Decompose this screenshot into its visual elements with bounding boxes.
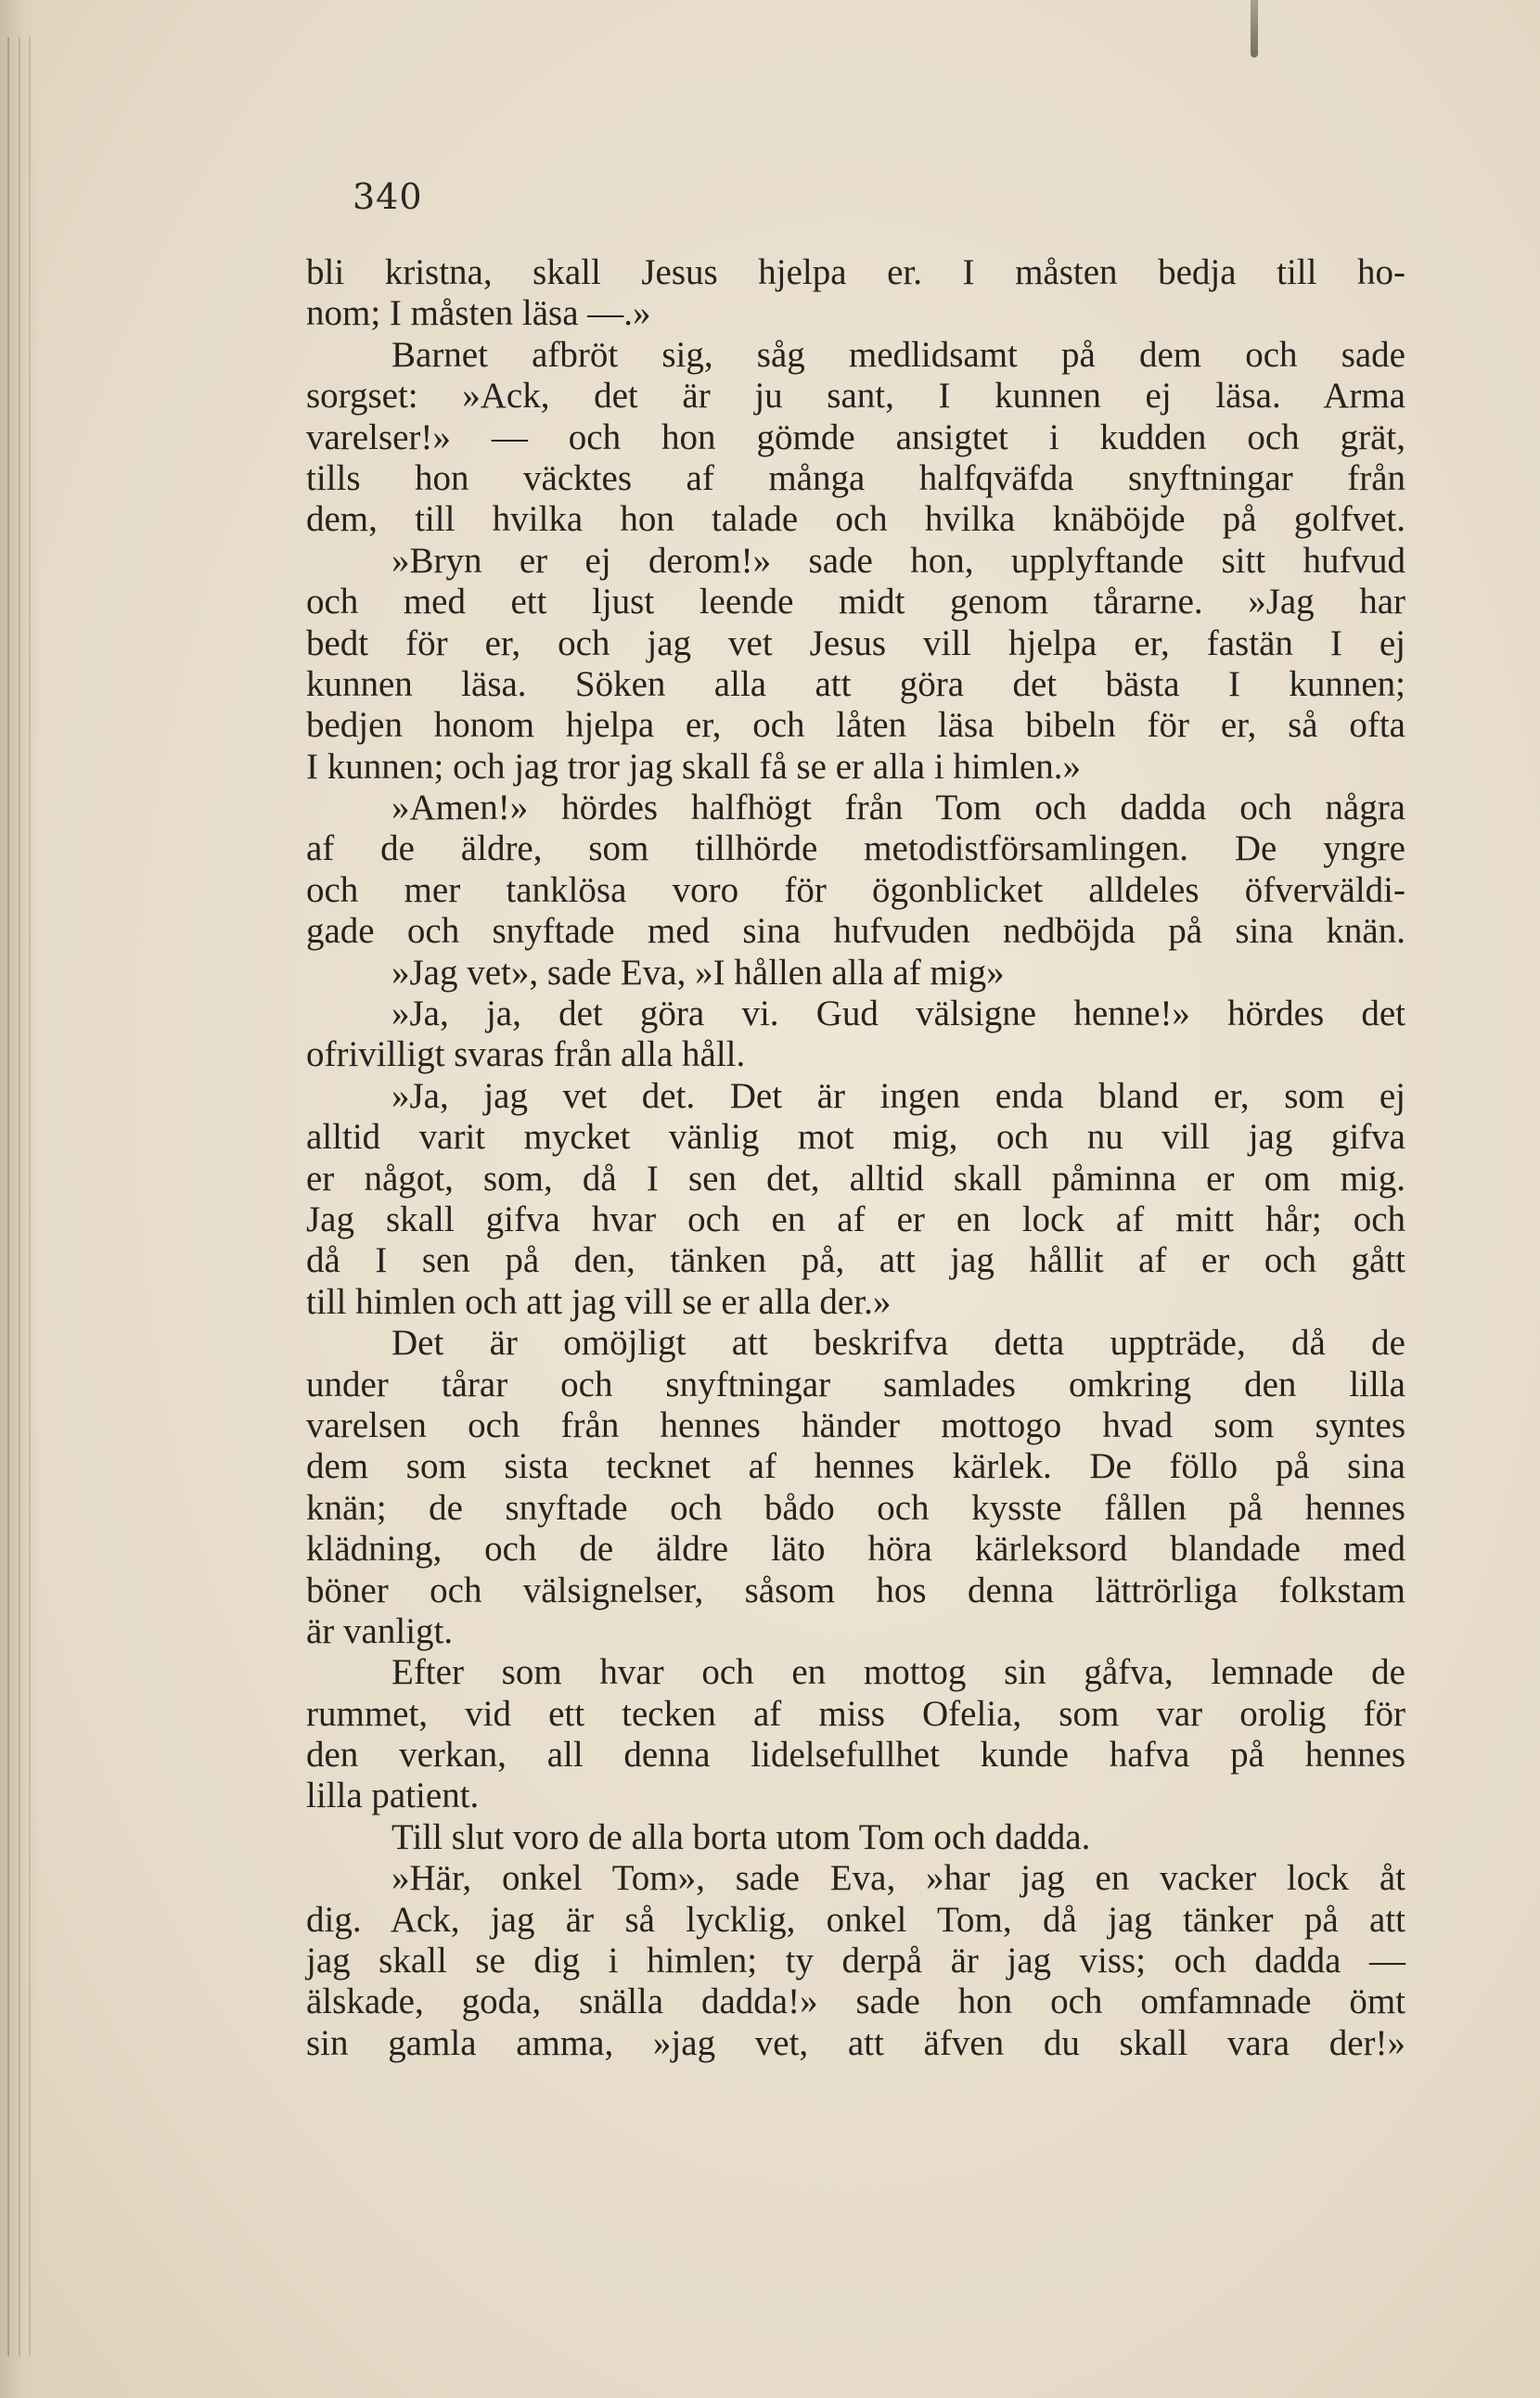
text-line: sorgset: »Ack, det är ju sant, I kunnen ej läsa. Arma	[306, 376, 1405, 417]
text-line: är vanligt.	[306, 1610, 454, 1651]
text-line: dem som sista tecknet af hennes kärlek. De föllo på sina	[306, 1446, 1405, 1487]
text-line: och med ett ljust leende midt genom tårarne. »Jag har	[306, 582, 1405, 622]
paper-mark	[1251, 0, 1258, 58]
text-line: »Ja, jag vet det. Det är ingen enda bland er, som ej	[391, 1075, 1405, 1116]
text-line: »Bryn er ej derom!» sade hon, upplyftande sitt hufvud	[391, 540, 1405, 581]
text-line: dig. Ack, jag är så lycklig, onkel Tom, då jag tänker på att	[306, 1899, 1405, 1940]
text-line: »Amen!» hördes halfhögt från Tom och dadda och några	[391, 788, 1405, 828]
text-line: klädning, och de äldre läto höra kärleksord blandade med	[306, 1529, 1405, 1570]
text-line: nom; I måsten läsa —.»	[306, 293, 651, 334]
text-line: af de äldre, som tillhörde metodistförsamlingen. De yngre	[306, 828, 1405, 869]
text-line: Jag skall gifva hvar och en af er en lock af mitt hår; och	[306, 1199, 1405, 1239]
text-line: Till slut voro de alla borta utom Tom och dadda.	[391, 1816, 1091, 1857]
text-line: och mer tanklösa voro för ögonblicket alldeles öfverväldi-	[306, 869, 1405, 910]
binding-line	[7, 37, 9, 2356]
text-line: älskade, goda, snälla dadda!» sade hon och omfamnade ömt	[306, 1981, 1405, 2022]
text-line: er något, som, då I sen det, alltid skall påminna er om mig.	[306, 1158, 1405, 1199]
text-line: tills hon väcktes af många halfqväfda snyftningar från	[306, 457, 1405, 498]
text-line: till himlen och att jag vill se er alla der.»	[306, 1281, 892, 1322]
text-line: knän; de snyftade och bådo och kysste fållen på hennes	[306, 1487, 1405, 1528]
text-line: sin gamla amma, »jag vet, att äfven du skall vara der!»	[306, 2022, 1405, 2063]
text-line: bedt för er, och jag vet Jesus vill hjelpa er, fastän I ej	[306, 622, 1405, 663]
page-number: 340	[353, 176, 423, 217]
text-line: I kunnen; och jag tror jag skall få se er alla i himlen.»	[306, 746, 1081, 787]
text-line: Efter som hvar och en mottog sin gåfva, lemnade de	[391, 1652, 1405, 1693]
text-line: varelser!» — och hon gömde ansigtet i kudden och grät,	[306, 417, 1405, 457]
text-line: då I sen på den, tänken på, att jag hållit af er och gått	[306, 1240, 1405, 1281]
text-line: lilla patient.	[306, 1776, 480, 1816]
text-line: ofrivilligt svaras från alla håll.	[306, 1034, 746, 1075]
text-line: bedjen honom hjelpa er, och låten läsa bibeln för er, så ofta	[306, 705, 1405, 746]
text-line: jag skall se dig i himlen; ty derpå är jag viss; och dadda —	[306, 1941, 1405, 1981]
text-line: »Ja, ja, det göra vi. Gud välsigne henne!» hördes det	[391, 994, 1405, 1034]
text-line: böner och välsignelser, såsom hos denna lättrörliga folkstam	[306, 1570, 1405, 1610]
binding-line	[29, 37, 31, 2356]
text-line: dem, till hvilka hon talade och hvilka knäböjde på golfvet.	[306, 499, 1405, 540]
text-line: Det är omöjligt att beskrifva detta uppträde, då de	[391, 1323, 1405, 1364]
text-line: under tårar och snyftningar samlades omkring den lilla	[306, 1364, 1405, 1404]
text-line: gade och snyftade med sina hufvuden nedböjda på sina knän.	[306, 911, 1405, 952]
body-text	[306, 252, 1405, 2064]
text-line: »Här, onkel Tom», sade Eva, »har jag en vacker lock åt	[391, 1858, 1405, 1899]
text-line: rummet, vid ett tecken af miss Ofelia, som var orolig för	[306, 1693, 1405, 1734]
text-line: Barnet afbröt sig, såg medlidsamt på dem och sade	[391, 334, 1405, 375]
text-line: kunnen läsa. Söken alla att göra det bästa I kunnen;	[306, 663, 1405, 704]
text-line: den verkan, all denna lidelsefullhet kunde hafva på hennes	[306, 1735, 1405, 1776]
page-binding-edge	[0, 0, 41, 2398]
text-line: alltid varit mycket vänlig mot mig, och nu vill jag gifva	[306, 1117, 1405, 1158]
text-line: varelsen och från hennes händer mottogo hvad som syntes	[306, 1404, 1405, 1445]
text-line: »Jag vet», sade Eva, »I hållen alla af mig»	[391, 952, 1005, 993]
text-line: bli kristna, skall Jesus hjelpa er. I måsten bedja till ho-	[306, 252, 1405, 292]
binding-line	[19, 37, 20, 2356]
